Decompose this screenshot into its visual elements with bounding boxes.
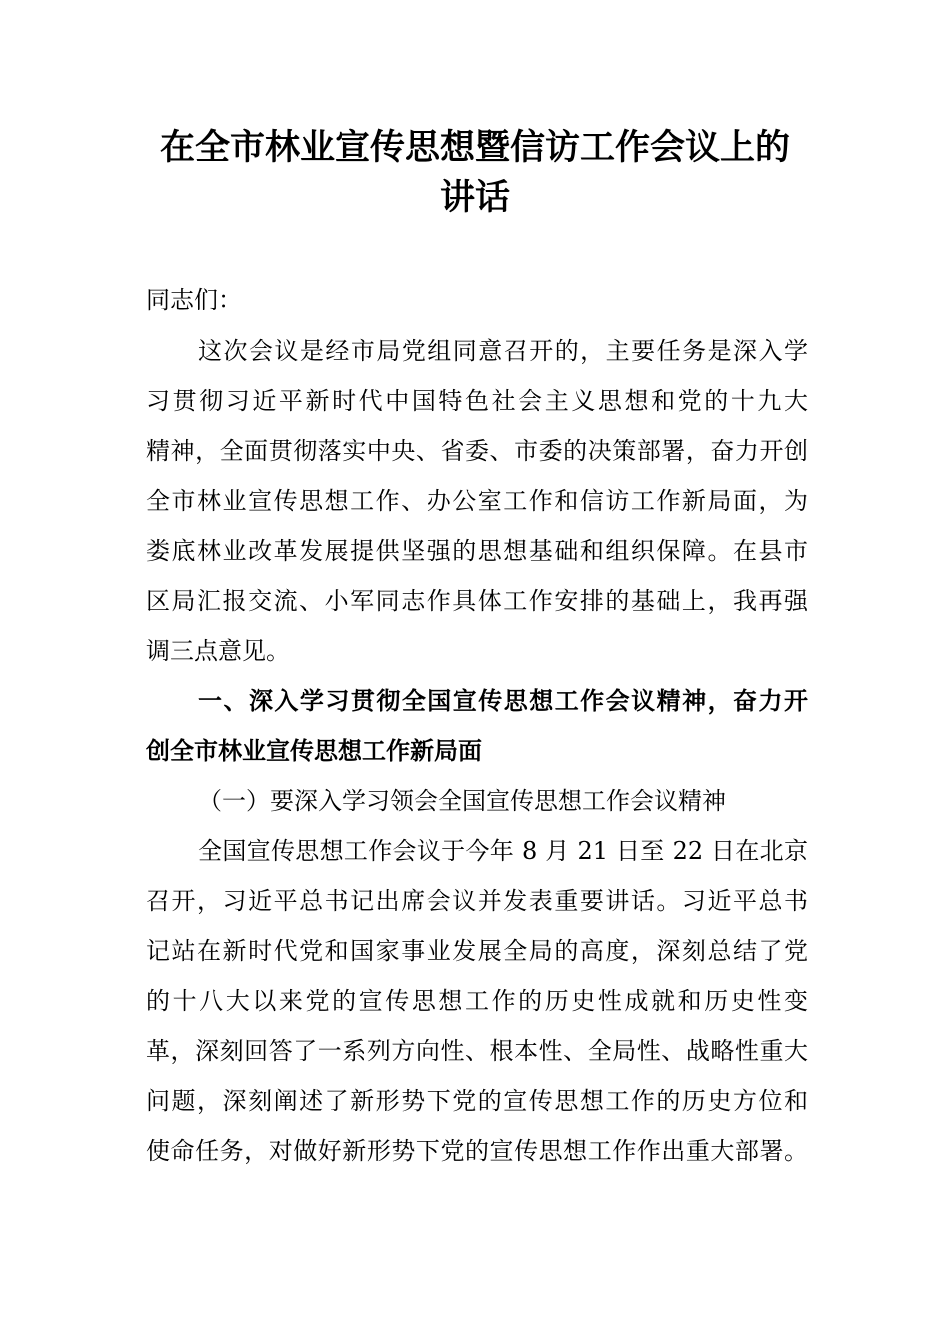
paragraph-2-line: 革，深刻回答了一系列方向性、根本性、全局性、战略性重大 (146, 1037, 808, 1065)
paragraph-1-line: 全市林业宣传思想工作、办公室工作和信访工作新局面，为 (146, 487, 808, 515)
subsection-heading: （一）要深入学习领会全国宣传思想工作会议精神 (198, 787, 726, 815)
paragraph-2-line: 全国宣传思想工作会议于今年 8 月 21 日至 22 日在北京 (198, 837, 808, 865)
paragraph-2-line: 记站在新时代党和国家事业发展全局的高度，深刻总结了党 (146, 937, 808, 965)
paragraph-1-line: 娄底林业改革发展提供坚强的思想基础和组织保障。在县市 (146, 537, 808, 565)
paragraph-2-line: 召开，习近平总书记出席会议并发表重要讲话。习近平总书 (146, 887, 808, 915)
paragraph-2-line: 问题，深刻阐述了新形势下党的宣传思想工作的历史方位和 (146, 1087, 808, 1115)
paragraph-1-line: 习贯彻习近平新时代中国特色社会主义思想和党的十九大 (146, 387, 808, 415)
paragraph-1-line: 区局汇报交流、小军同志作具体工作安排的基础上，我再强 (146, 587, 808, 615)
paragraph-1-line: 这次会议是经市局党组同意召开的，主要任务是深入学 (198, 337, 808, 365)
paragraph-1-line: 调三点意见。 (146, 637, 290, 665)
document-title-line-1: 在全市林业宣传思想暨信访工作会议上的 (159, 128, 790, 168)
paragraph-2-line: 的十八大以来党的宣传思想工作的历史性成就和历史性变 (146, 987, 808, 1015)
paragraph-1-line: 精神，全面贯彻落实中央、省委、市委的决策部署，奋力开创 (146, 437, 808, 465)
salutation: 同志们： (146, 286, 242, 314)
section-heading-line: 创全市林业宣传思想工作新局面 (146, 737, 482, 765)
paragraph-2-line: 使命任务，对做好新形势下党的宣传思想工作作出重大部署。 (146, 1137, 808, 1165)
section-heading-line: 一、深入学习贯彻全国宣传思想工作会议精神，奋力开 (198, 687, 808, 715)
document-title-line-2: 讲话 (439, 178, 510, 218)
